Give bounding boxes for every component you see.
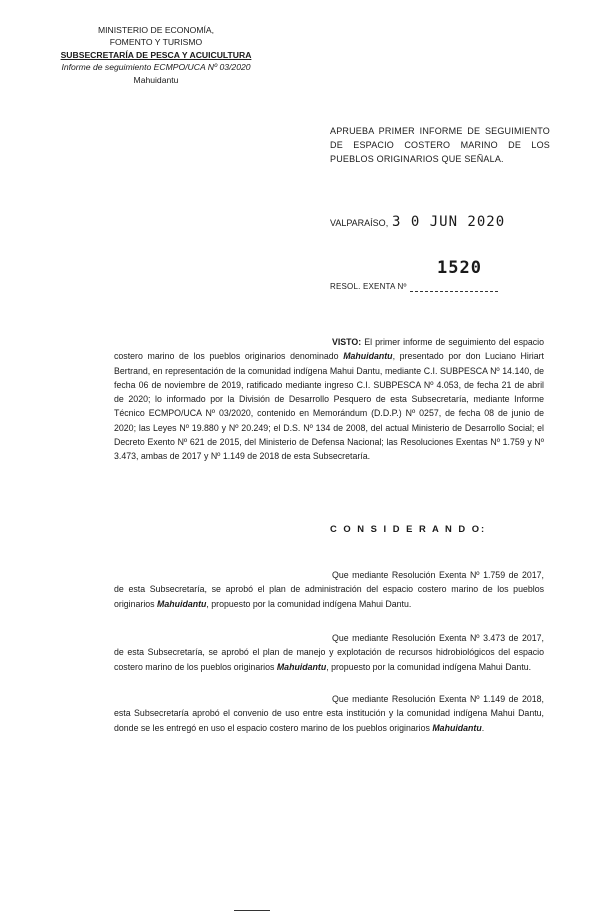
footer-mark xyxy=(234,910,270,911)
c2-name: Mahuidantu xyxy=(276,661,327,672)
resolution-number: 1520 xyxy=(437,258,482,278)
visto-text-2: , presentado por don Luciano Hiriart Bertrand, en representación de la comunidad indígena Mahui Dantu, mediante C.I. SUBPESCA Nº 14.140, de fecha 06 de noviembre de 2019, ratificado mediante ingreso C.I. SUBPESCA Nº 4.053, de fecha 21 de abril de 2020; lo informado por la División de Desarrollo Pesquero de esta Subsecretaría, mediante Informe Técnico ECMPO/UCA Nº 03/2020, contenido en Memorándum (D.D.P.) Nº 0257, de fecha 08 de junio de 2020; las Leyes Nº 19.880 y Nº 20.249; el D.S. Nº 134 de 2008, del actual Ministerio de Desarrollo Social; el Decreto Exento Nº 621 de 2015, del Ministerio de Defensa Nacional; las Resoluciones Exentas Nº 1.759 y Nº 3.473, ambas de 2017 y Nº 1.149 de 2018 de esta Subsecretaría. xyxy=(114,351,544,462)
place-label: VALPARAÍSO, xyxy=(330,218,389,228)
c1-text-1: Que mediante Resolución Exenta Nº 1.759 de 2017, de esta Subsecretaría, se aprobó el plan de administración del espacio costero marino de los pueblos originarios xyxy=(114,570,544,609)
considerando-heading: C O N S I D E R A N D O: xyxy=(330,523,487,534)
c2-text-2: , propuesto por la comunidad indígena Mahui Dantu. xyxy=(326,661,532,672)
c1-text-2: , propuesto por la comunidad indígena Mahui Dantu. xyxy=(206,598,412,609)
visto-label: VISTO: xyxy=(332,337,362,347)
stamp-date: 3 0 JUN 2020 xyxy=(392,214,506,230)
resolution-label: RESOL. EXENTA Nº xyxy=(330,282,407,291)
report-reference: Informe de seguimiento ECMPO/UCA Nº 03/2020 xyxy=(61,62,251,73)
visto-text-1: El primer informe de seguimiento del espacio costero marino de los pueblos originarios denominado xyxy=(114,337,544,362)
resolution-number-line xyxy=(410,291,498,292)
considerando-paragraph-3 xyxy=(114,692,544,735)
c2-text-1: Que mediante Resolución Exenta Nº 3.473 de 2017, de esta Subsecretaría, se aprobó el plan de manejo y explotación de recursos hidrobiológicos del espacio costero marino de los pueblos originarios xyxy=(114,633,544,672)
considerando-paragraph-2 xyxy=(114,631,544,674)
ministry-line-1: MINISTERIO DE ECONOMÍA, xyxy=(97,25,215,35)
subsecretaria-line: SUBSECRETARÍA DE PESCA Y ACUICULTURA xyxy=(60,49,252,60)
c3-name: Mahuidantu xyxy=(432,722,482,733)
visto-paragraph xyxy=(114,335,544,464)
c1-name: Mahuidantu xyxy=(157,598,207,609)
letterhead xyxy=(56,24,256,86)
c3-text-1: Que mediante Resolución Exenta Nº 1.149 de 2018, esta Subsecretaría aprobó el convenio de uso entre esta institución y la comunidad indígena Mahui Dantu, donde se les entregó en uso el espacio costero marino de los pueblos originarios xyxy=(114,694,544,733)
ministry-line-2: FOMENTO Y TURISMO xyxy=(109,37,203,48)
visto-name: Mahuidantu xyxy=(343,351,393,362)
c3-text-2: . xyxy=(481,722,485,733)
considerando-paragraph-1 xyxy=(114,568,544,611)
ecmpo-name: Mahuidantu xyxy=(133,74,179,85)
resolution-subject: APRUEBA PRIMER INFORME DE SEGUIMIENTO DE ESPACIO COSTERO MARINO DE LOS PUEBLOS ORIGINARIOS QUE SEÑALA. xyxy=(330,126,550,164)
